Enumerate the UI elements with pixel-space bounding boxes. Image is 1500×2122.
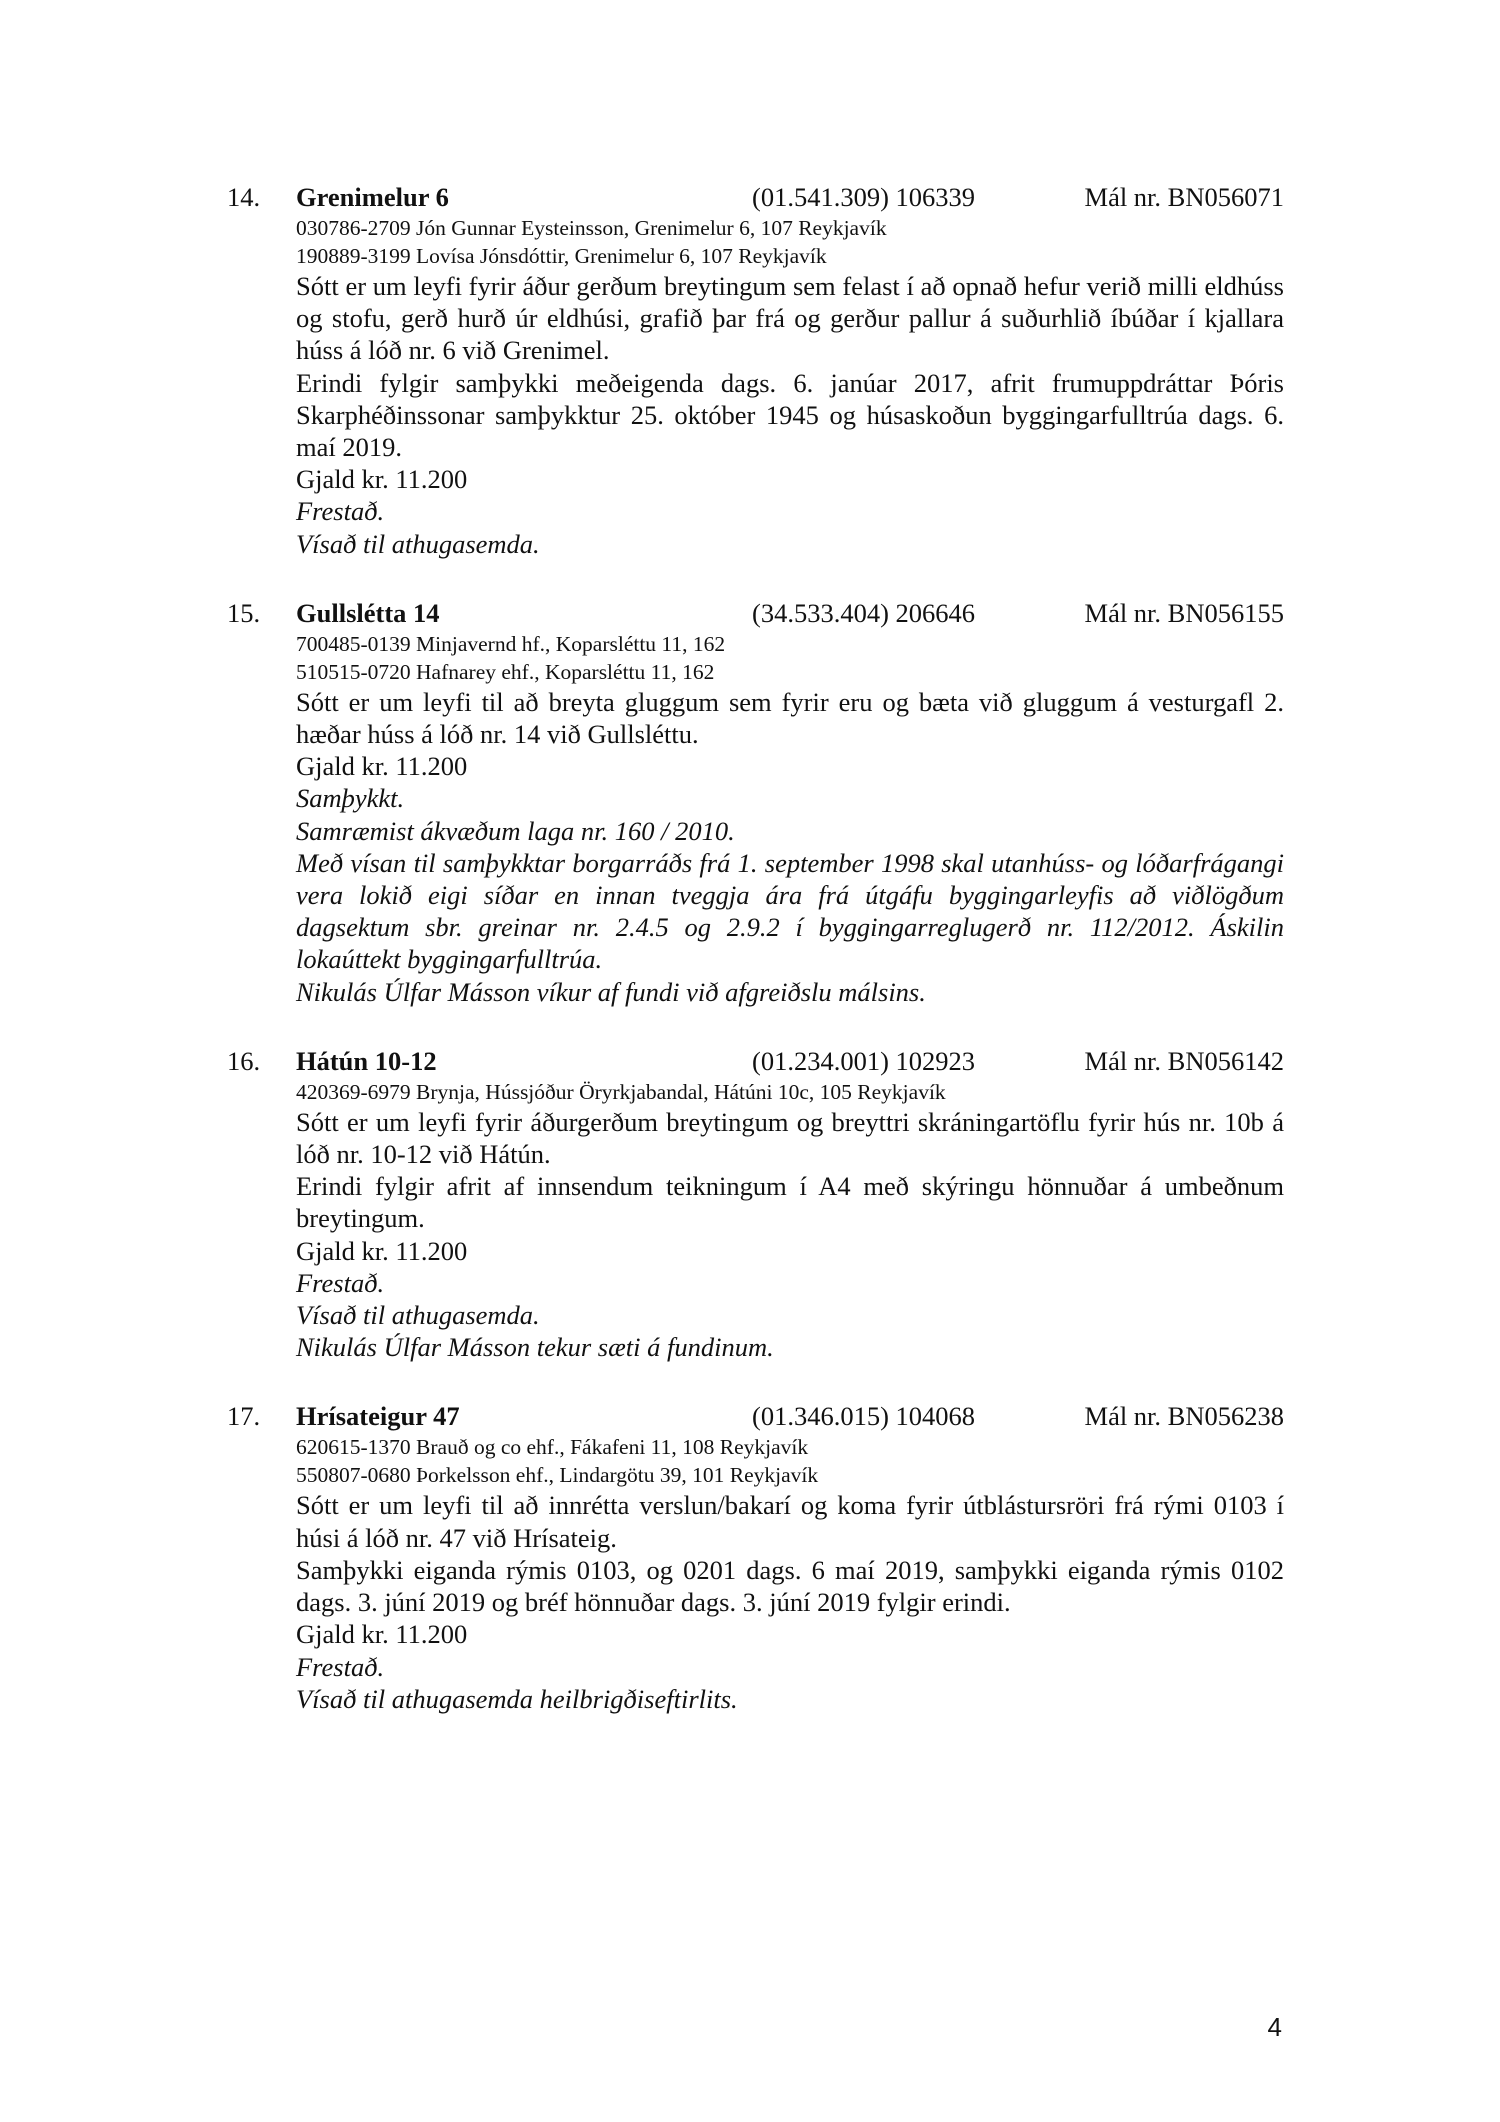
- case-land-number: (01.234.001) 102923: [752, 1045, 976, 1076]
- case-address: Grenimelur 6: [296, 182, 449, 212]
- case-decision: Vísað til athugasemda.: [296, 528, 540, 559]
- case-decision: Frestað.: [296, 1651, 385, 1682]
- case-entry: [227, 1399, 1284, 1714]
- applicant: 030786-2709 Jón Gunnar Eysteinsson, Grenimelur 6, 107 Reykjavík: [296, 216, 887, 240]
- case-land-number: (01.346.015) 104068: [752, 1401, 976, 1432]
- case-entry: [227, 1044, 1284, 1364]
- applicant: 620615-1370 Brauð og co ehf., Fákafeni 11, 108 Reykjavík: [296, 1435, 809, 1460]
- case-header: [227, 596, 1284, 630]
- case-decision: Nikulás Úlfar Másson tekur sæti á fundinum.: [296, 1332, 774, 1363]
- case-fee: Gjald kr. 11.200: [296, 1619, 468, 1650]
- case-description: Sótt er um leyfi fyrir áður gerðum breytingum sem felast í að opnað hefur verið milli eldhúss og stofu, gerð hurð úr eldhúsi, grafið þar frá og gerður pallur á suðurhlið íbúðar í kjallara húss á lóð nr. 6 við Grenimel.: [296, 271, 1284, 366]
- case-entry: [227, 180, 1284, 560]
- case-header: [227, 1399, 1284, 1433]
- case-land-number: (34.533.404) 206646: [752, 597, 976, 628]
- case-land-number: (01.541.309) 106339: [752, 182, 976, 212]
- case-address: Hrísateigur 47: [296, 1401, 460, 1432]
- case-decision: Frestað.: [296, 496, 385, 527]
- page-number: 4: [1267, 2012, 1282, 2042]
- case-entry: [227, 596, 1284, 1008]
- case-number: 17.: [227, 1401, 261, 1432]
- case-body: [296, 1433, 1284, 1714]
- case-decision: Vísað til athugasemda.: [296, 1300, 540, 1331]
- case-decision: Frestað.: [296, 1267, 385, 1298]
- case-file-number: Mál nr. BN056155: [1084, 597, 1284, 628]
- applicant: 550807-0680 Þorkelsson ehf., Lindargötu 39, 101 Reykjavík: [296, 1463, 819, 1488]
- case-file-number: Mál nr. BN056142: [1084, 1045, 1284, 1076]
- case-description: Erindi fylgir afrit af innsendum teikningum í A4 með skýringu hönnuðar á umbeðnum breytingum.: [296, 1171, 1284, 1234]
- case-address: Gullslétta 14: [296, 597, 440, 628]
- case-file-number: Mál nr. BN056071: [1084, 182, 1284, 212]
- case-description: Sótt er um leyfi til að breyta gluggum sem fyrir eru og bæta við gluggum á vesturgafl 2. hæðar húss á lóð nr. 14 við Gullsléttu.: [296, 686, 1284, 750]
- case-number: 16.: [227, 1045, 261, 1076]
- case-fee: Gjald kr. 11.200: [296, 464, 468, 495]
- applicant: 190889-3199 Lovísa Jónsdóttir, Grenimelur 6, 107 Reykjavík: [296, 244, 827, 268]
- case-decision: Vísað til athugasemda heilbrigðiseftirlits.: [296, 1683, 738, 1714]
- case-number: 15.: [227, 597, 261, 628]
- applicant: 700485-0139 Minjavernd hf., Koparsléttu 11, 162: [296, 631, 726, 656]
- case-body: [296, 1078, 1284, 1364]
- case-fee: Gjald kr. 11.200: [296, 1235, 468, 1266]
- case-header: [227, 180, 1284, 214]
- case-address: Hátún 10-12: [296, 1045, 437, 1076]
- case-decision: Með vísan til samþykktar borgarráðs frá 1. september 1998 skal utanhúss- og lóðarfrágangi vera lokið eigi síðar en innan tveggja ára frá útgáfu byggingarleyfis að viðlögðum dagsektum sbr. greinar nr. 2.4.5 og 2.9.2 í byggingarreglugerð nr. 112/2012. Áskilin lokaúttekt byggingarfulltrúa.: [296, 847, 1284, 975]
- case-description: Sótt er um leyfi til að innrétta verslun/bakarí og koma fyrir útblástursröri frá rými 0103 í húsi á lóð nr. 47 við Hrísateig.: [296, 1490, 1284, 1553]
- case-decision: Nikulás Úlfar Másson víkur af fundi við afgreiðslu málsins.: [296, 976, 926, 1007]
- case-description: Sótt er um leyfi fyrir áðurgerðum breytingum og breyttri skráningartöflu fyrir hús nr. 10b á lóð nr. 10-12 við Hátún.: [296, 1106, 1284, 1170]
- case-fee: Gjald kr. 11.200: [296, 751, 468, 782]
- case-decision: Samþykkt.: [296, 783, 405, 814]
- case-description: Samþykki eiganda rýmis 0103, og 0201 dags. 6 maí 2019, samþykki eiganda rýmis 0102 dags. 3. júní 2019 og bréf hönnuðar dags. 3. júní 2019 fylgir erindi.: [296, 1554, 1284, 1618]
- case-description: Erindi fylgir samþykki meðeigenda dags. 6. janúar 2017, afrit frumuppdráttar Þóris Skarphéðinssonar samþykktur 25. október 1945 og húsaskoðun byggingarfulltrúa dags. 6. maí 2019.: [296, 367, 1284, 463]
- case-body: [296, 214, 1284, 560]
- case-body: [296, 630, 1284, 1008]
- document-body: [227, 180, 1284, 1751]
- case-decision: Samræmist ákvæðum laga nr. 160 / 2010.: [296, 815, 735, 846]
- case-file-number: Mál nr. BN056238: [1084, 1401, 1284, 1432]
- applicant: 510515-0720 Hafnarey ehf., Koparsléttu 11, 162: [296, 659, 715, 684]
- applicant: 420369-6979 Brynja, Hússjóður Öryrkjabandal, Hátúni 10c, 105 Reykjavík: [296, 1079, 946, 1104]
- case-number: 14.: [227, 182, 261, 212]
- case-header: [227, 1044, 1284, 1078]
